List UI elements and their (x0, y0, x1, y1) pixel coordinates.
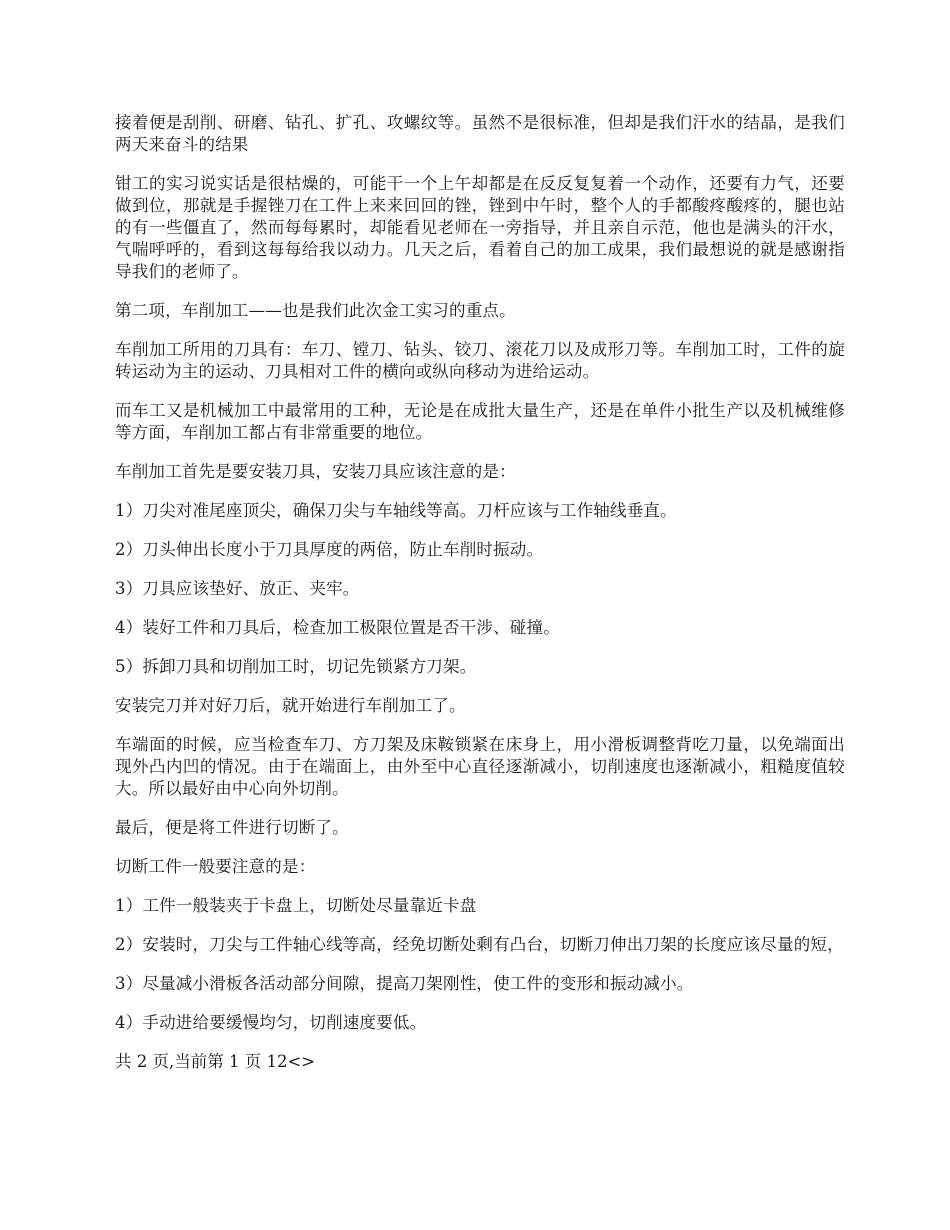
paragraph: 安装完刀并对好刀后，就开始进行车削加工了。 (115, 696, 466, 715)
list-item: 2）安装时，刀尖与工件轴心线等高，经免切断处剩有凸台，切断刀伸出刀架的长度应该尽量的短， (115, 935, 844, 954)
page-indicator[interactable]: 共 2 页,当前第 1 页 12<> (115, 1052, 316, 1071)
list-item: 4）装好工件和刀具后，检查加工极限位置是否干涉、碰撞。 (115, 618, 560, 637)
list-item: 2）刀头伸出长度小于刀具厚度的两倍，防止车削时振动。 (115, 540, 544, 559)
list-item: 3）尽量减小滑板各活动部分间隙，提高刀架刚性，使工件的变形和振动减小。 (115, 974, 694, 993)
list-item: 5）拆卸刀具和切削加工时，切记先锁紧方刀架。 (115, 657, 477, 676)
paragraph: 车端面的时候，应当检查车刀、方刀架及床鞍锁紧在床身上，用小滑板调整背吃刀量，以免端面出现外凸内凹的情况。由于在端面上，由外至中心直径逐渐减小，切削速度也逐渐减小，粗糙度值较大。所以最好由中心向外切削。 (115, 735, 845, 798)
paragraph: 切断工件一般要注意的是： (115, 857, 316, 876)
paragraph: 最后，便是将工件进行切断了。 (115, 818, 349, 837)
document-body (115, 112, 845, 1073)
paragraph: 钳工的实习说实话是很枯燥的，可能干一个上午却都是在反反复复着一个动作，还要有力气，还要做到位，那就是手握锉刀在工件上来来回回的锉，锉到中午时，整个人的手都酸疼酸疼的，腿也站的有一些僵直了，然而每每累时，却能看见老师在一旁指导，并且亲自示范，他也是满头的汗水，气喘呼呼的，看到这每每给我以动力。几天之后，看着自己的加工成果，我们最想说的就是感谢指导我们的老师了。 (115, 174, 845, 281)
list-item: 1）工件一般装夹于卡盘上，切断处尽量靠近卡盘 (115, 896, 477, 915)
paragraph: 车削加工所用的刀具有：车刀、镗刀、钻头、铰刀、滚花刀以及成形刀等。车削加工时，工件的旋转运动为主的运动、刀具相对工件的横向或纵向移动为进给运动。 (115, 340, 845, 381)
paragraph: 接着便是刮削、研磨、钻孔、扩孔、攻螺纹等。虽然不是很标准，但却是我们汗水的结晶，是我们两天来奋斗的结果 (115, 113, 845, 154)
paragraph: 而车工又是机械加工中最常用的工种，无论是在成批大量生产，还是在单件小批生产以及机械维修等方面，车削加工都占有非常重要的地位。 (115, 401, 845, 442)
list-item: 1）刀尖对准尾座顶尖，确保刀尖与车轴线等高。刀杆应该与工作轴线垂直。 (115, 501, 677, 520)
paragraph: 车削加工首先是要安装刀具，安装刀具应该注意的是： (115, 462, 516, 481)
list-item: 4）手动进给要缓慢均匀，切削速度要低。 (115, 1013, 427, 1032)
paragraph: 第二项，车削加工——也是我们此次金工实习的重点。 (115, 301, 516, 320)
page-navigation[interactable] (115, 1051, 845, 1073)
list-item: 3）刀具应该垫好、放正、夹牢。 (115, 579, 360, 598)
